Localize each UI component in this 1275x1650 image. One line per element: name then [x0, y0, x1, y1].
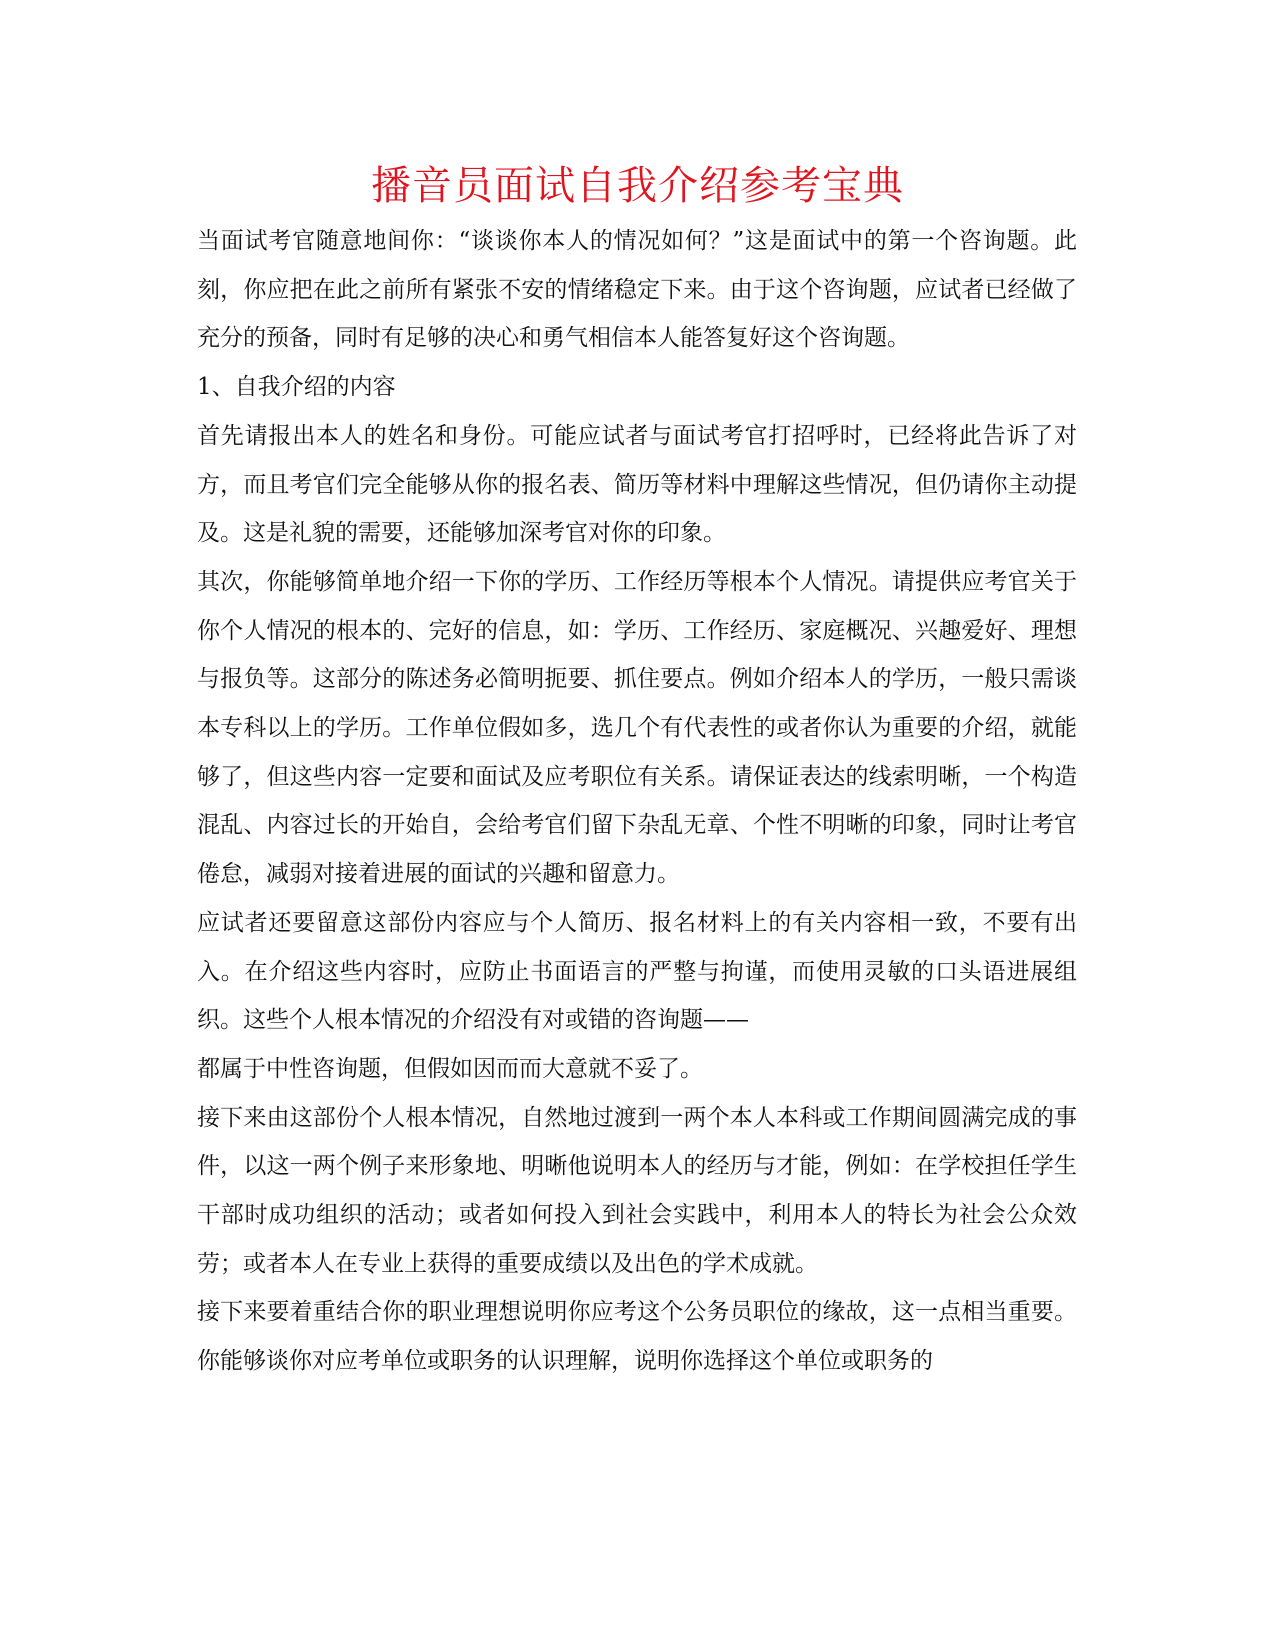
paragraph-motivation: 接下来要着重结合你的职业理想说明你应考这个公务员职位的缘故，这一点相当重要。你能够谈你对应考单位或职务的认识理解，说明你选择这个单位或职务的: [197, 1299, 1077, 1375]
section-heading: 1、自我介绍的内容: [197, 374, 396, 401]
paragraph-name-identity: 首先请报出本人的姓名和身份。可能应试者与面试考官打招呼时，已经将此告诉了对方，而且考官们完全能够从你的报名表、简历等材料中理解这些情况，但仍请你主动提及。这是礼貌的需要，还能够加深考官对你的印象。: [197, 422, 1077, 547]
document-title: 播音员面试自我介绍参考宝典: [371, 163, 904, 209]
paragraph-neutral: 都属于中性咨询题，但假如因而而大意就不妥了。: [197, 1055, 703, 1082]
paragraph-background: 其次，你能够简单地介绍一下你的学历、工作经历等根本个人情况。请提供应考官关于你个人情况的根本的、完好的信息，如：学历、工作经历、家庭概况、兴趣爱好、理想与报负等。这部分的陈述务必简明扼要、抓住要点。例如介绍本人的学历，一般只需谈本专科以上的学历。工作单位假如多，选几个有代表性的或者你认为重要的介绍，就能够了，但这些内容一定要和面试及应考职位有关系。请保证表达的线索明晰，一个构造混乱、内容过长的开始自，会给考官们留下杂乱无章、个性不明晰的印象，同时让考官倦怠，减弱对接着进展的面试的兴趣和留意力。: [197, 568, 1077, 888]
document-body: [197, 217, 1077, 1386]
paragraph-examples: 接下来由这部份个人根本情况，自然地过渡到一两个本人本科或工作期间圆满完成的事件，以这一两个例子来形象地、明晰他说明本人的经历与才能，例如：在学校担任学生干部时成功组织的活动；或者如何投入到社会实践中，利用本人的特长为社会公众效劳；或者本人在专业上获得的重要成绩以及出色的学术成就。: [197, 1104, 1077, 1277]
paragraph-intro: 当面试考官随意地间你：“谈谈你本人的情况如何？”这是面试中的第一个咨询题。此刻，你应把在此之前所有紧张不安的情绪稳定下来。由于这个咨询题，应试者已经做了充分的预备，同时有足够的决心和勇气相信本人能答复好这个咨询题。: [197, 228, 1077, 352]
paragraph-consistency: 应试者还要留意这部份内容应与个人简历、报名材料上的有关内容相一致，不要有出入。在介绍这些内容时，应防止书面语言的严整与拘谨，而使用灵敏的口头语进展组织。这些个人根本情况的介绍没有对或错的咨询题——: [197, 909, 1077, 1034]
